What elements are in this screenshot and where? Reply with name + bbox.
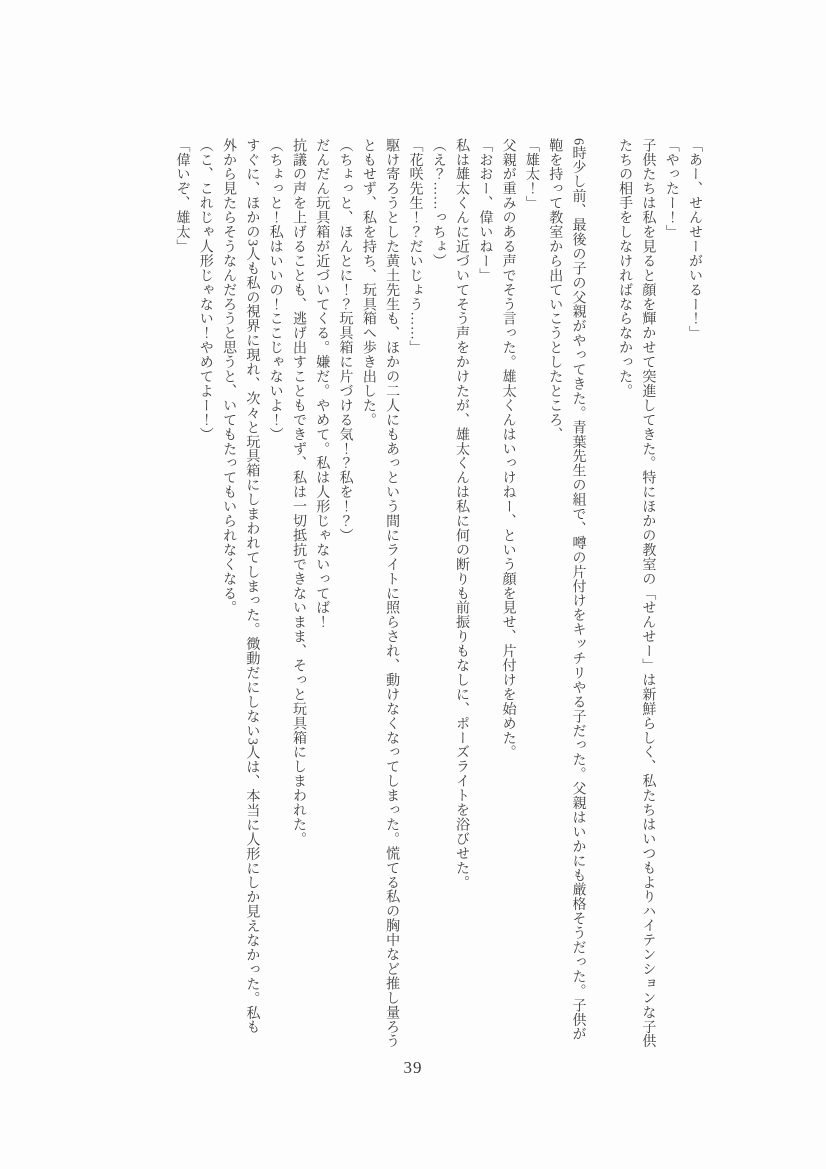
- text-column: 「あー、せんせーがいるー！」: [687, 138, 702, 341]
- text-column: 6時少し前、最後の子の父親がやってきた。青葉先生の組で、噂の片付けをキッチリやる子だった。父親はいかにも厳格そうだった。子供が: [570, 138, 586, 1042]
- text-column: 外から見たらそうなんだろうと思うと、いてもたってもいられなくなる。: [221, 138, 237, 615]
- text-column: たちの相手をしなければならなかった。: [617, 138, 633, 399]
- text-column: （ちょっと！私はいいの！ここじゃないよ！）: [267, 138, 283, 442]
- text-column: 「花咲先生！？だいじょう……」: [407, 138, 423, 355]
- text-column: 「やったー！」: [663, 138, 679, 240]
- text-column: （え？……っちょ）: [430, 138, 446, 269]
- text-column: すぐに、ほかの3人も私の視界に現れ、次々と玩具箱にしまわれてしまった。微動だにしない3人は、本当に人形にしか見えなかった。私も: [244, 138, 260, 1035]
- text-column: 「偉いぞ、雄太」: [174, 138, 190, 254]
- text-column: 「おおー、偉いねー」: [477, 138, 493, 283]
- text-column: だんだん玩具箱が近づいてくる。嫌だ。やめて。私は人形じゃないってば！: [314, 138, 330, 630]
- blank-column: [590, 138, 613, 1053]
- text-column: 子供たちは私を見ると顔を輝かせて突進してきた。特にほかの教室の「せんせー」は新鮮らしく、私たちはいつもよりハイテンションな子供: [640, 138, 656, 1049]
- text-column: 父親が重みのある声でそう言った。雄太くんはいっけねー、という顔を見せ、片付けを始めた。: [500, 138, 516, 760]
- text-column: 私は雄太くんに近づいてそう声をかけたが、雄太くんは私に何の断りも前振りもなしに、ポーズライトを浴びせた。: [454, 138, 470, 890]
- text-column: 抗議の声を上げることも、逃げ出すこともできず、私は一切抵抗できないまま、そっと玩具箱にしまわれた。: [290, 138, 306, 847]
- page-number: 39: [403, 1058, 423, 1077]
- vertical-text-block: [170, 138, 706, 1053]
- text-column: 「雄太！」: [523, 138, 539, 211]
- text-column: （ちょっと、ほんとに！？玩具箱に片づける気！？私を！？）: [337, 138, 353, 543]
- text-column: （こ、これじゃ人形じゃない！やめてよー！）: [197, 138, 213, 442]
- text-column: 鞄を持って教室から出ていこうとしたところ、: [547, 138, 563, 442]
- text-column: 駆け寄ろうとした黄土先生も、ほかの二人にもあっという間にライトに照らされ、動けなくなってしまった。慌てる私の胸中など推し量ろう: [384, 138, 400, 1049]
- text-column: ともせず、私を持ち、玩具箱へ歩き出した。: [360, 138, 376, 427]
